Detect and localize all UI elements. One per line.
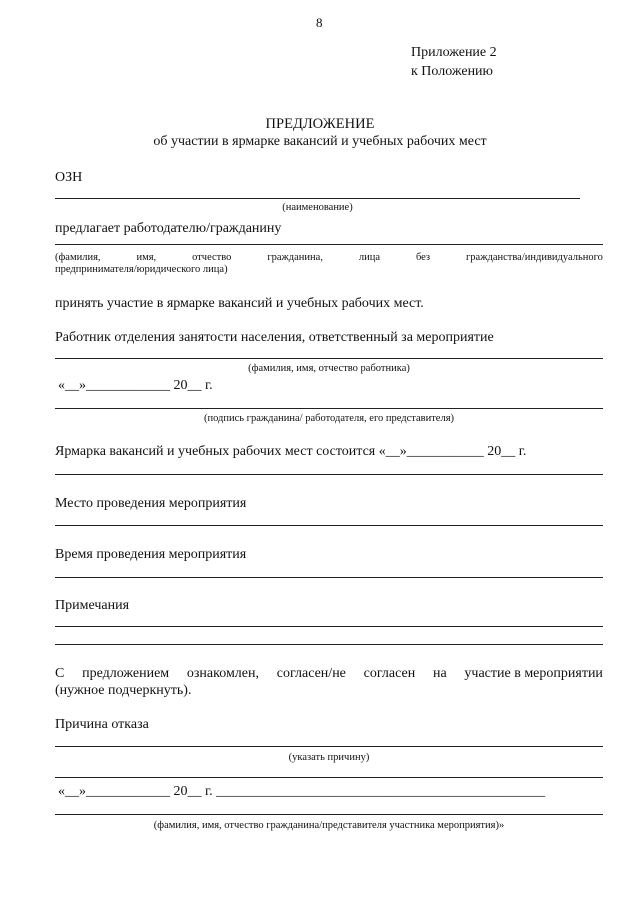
notes-line-2 (55, 644, 603, 645)
appendix-line-1: Приложение 2 (411, 45, 497, 60)
employee-label: Работник отделения занятости населения, ответственный за мероприятие (55, 330, 494, 345)
employee-line (55, 358, 603, 359)
take-part-text: принять участие в ярмарке вакансий и учебных рабочих мест. (55, 296, 424, 311)
reason-line (55, 746, 603, 747)
agree-line-1 (55, 666, 603, 682)
person-line (55, 244, 603, 245)
name-line (55, 198, 580, 199)
date-line-2: «__»____________ 20__ г. _______________________________________________ (58, 784, 546, 799)
place-label: Место проведения мероприятия (55, 496, 247, 511)
caption-final: (фамилия, имя, отчество гражданина/представителя участника мероприятия)» (153, 820, 505, 831)
caption-word: без (415, 252, 431, 263)
caption-person-line-1 (55, 252, 603, 264)
appendix-line-2: к Положению (411, 64, 494, 79)
time-line (55, 577, 603, 578)
agree-word: согласен (363, 666, 416, 681)
caption-word: гражданства/индивидуального (466, 252, 603, 263)
fair-date-line (55, 474, 603, 475)
ozn-label: ОЗН (55, 170, 83, 185)
place-line (55, 525, 603, 526)
date-line-1: «__»____________ 20__ г. (58, 378, 213, 393)
final-line (55, 814, 603, 815)
agree-word: С (55, 666, 65, 681)
agree-word: участие в мероприятии (464, 666, 603, 681)
signature-line (55, 408, 603, 409)
caption-word: имя, (136, 252, 157, 263)
document-subtitle: об участии в ярмарке вакансий и учебных рабочих мест (153, 134, 487, 149)
agree-word: согласен/не (276, 666, 346, 681)
refusal-label: Причина отказа (55, 717, 149, 732)
agree-word: ознакомлен, (186, 666, 260, 681)
time-label: Время проведения мероприятия (55, 547, 247, 562)
agree-line-2: (нужное подчеркнуть). (55, 683, 192, 698)
caption-person-line-2: предпринимателя/юридического лица) (55, 264, 228, 275)
notes-line-1 (55, 626, 603, 627)
agree-word: на (432, 666, 447, 681)
fair-date-text: Ярмарка вакансий и учебных рабочих мест состоится «__»___________ 20__ г. (55, 444, 527, 459)
reason-line-2 (55, 777, 603, 778)
caption-word: (фамилия, (55, 252, 101, 263)
caption-reason: (указать причину) (288, 752, 370, 763)
caption-word: лица (358, 252, 381, 263)
caption-word: гражданина, (267, 252, 323, 263)
offers-to-text: предлагает работодателю/гражданину (55, 221, 282, 236)
document-title: ПРЕДЛОЖЕНИЕ (265, 116, 375, 132)
notes-label: Примечания (55, 598, 130, 613)
agree-word: предложением (82, 666, 170, 681)
caption-word: отчество (192, 252, 232, 263)
caption-signature: (подпись гражданина/ работодателя, его представителя) (203, 413, 455, 424)
page-number: 8 (316, 15, 323, 30)
caption-employee: (фамилия, имя, отчество работника) (248, 363, 410, 374)
caption-name: (наименование) (282, 202, 353, 213)
